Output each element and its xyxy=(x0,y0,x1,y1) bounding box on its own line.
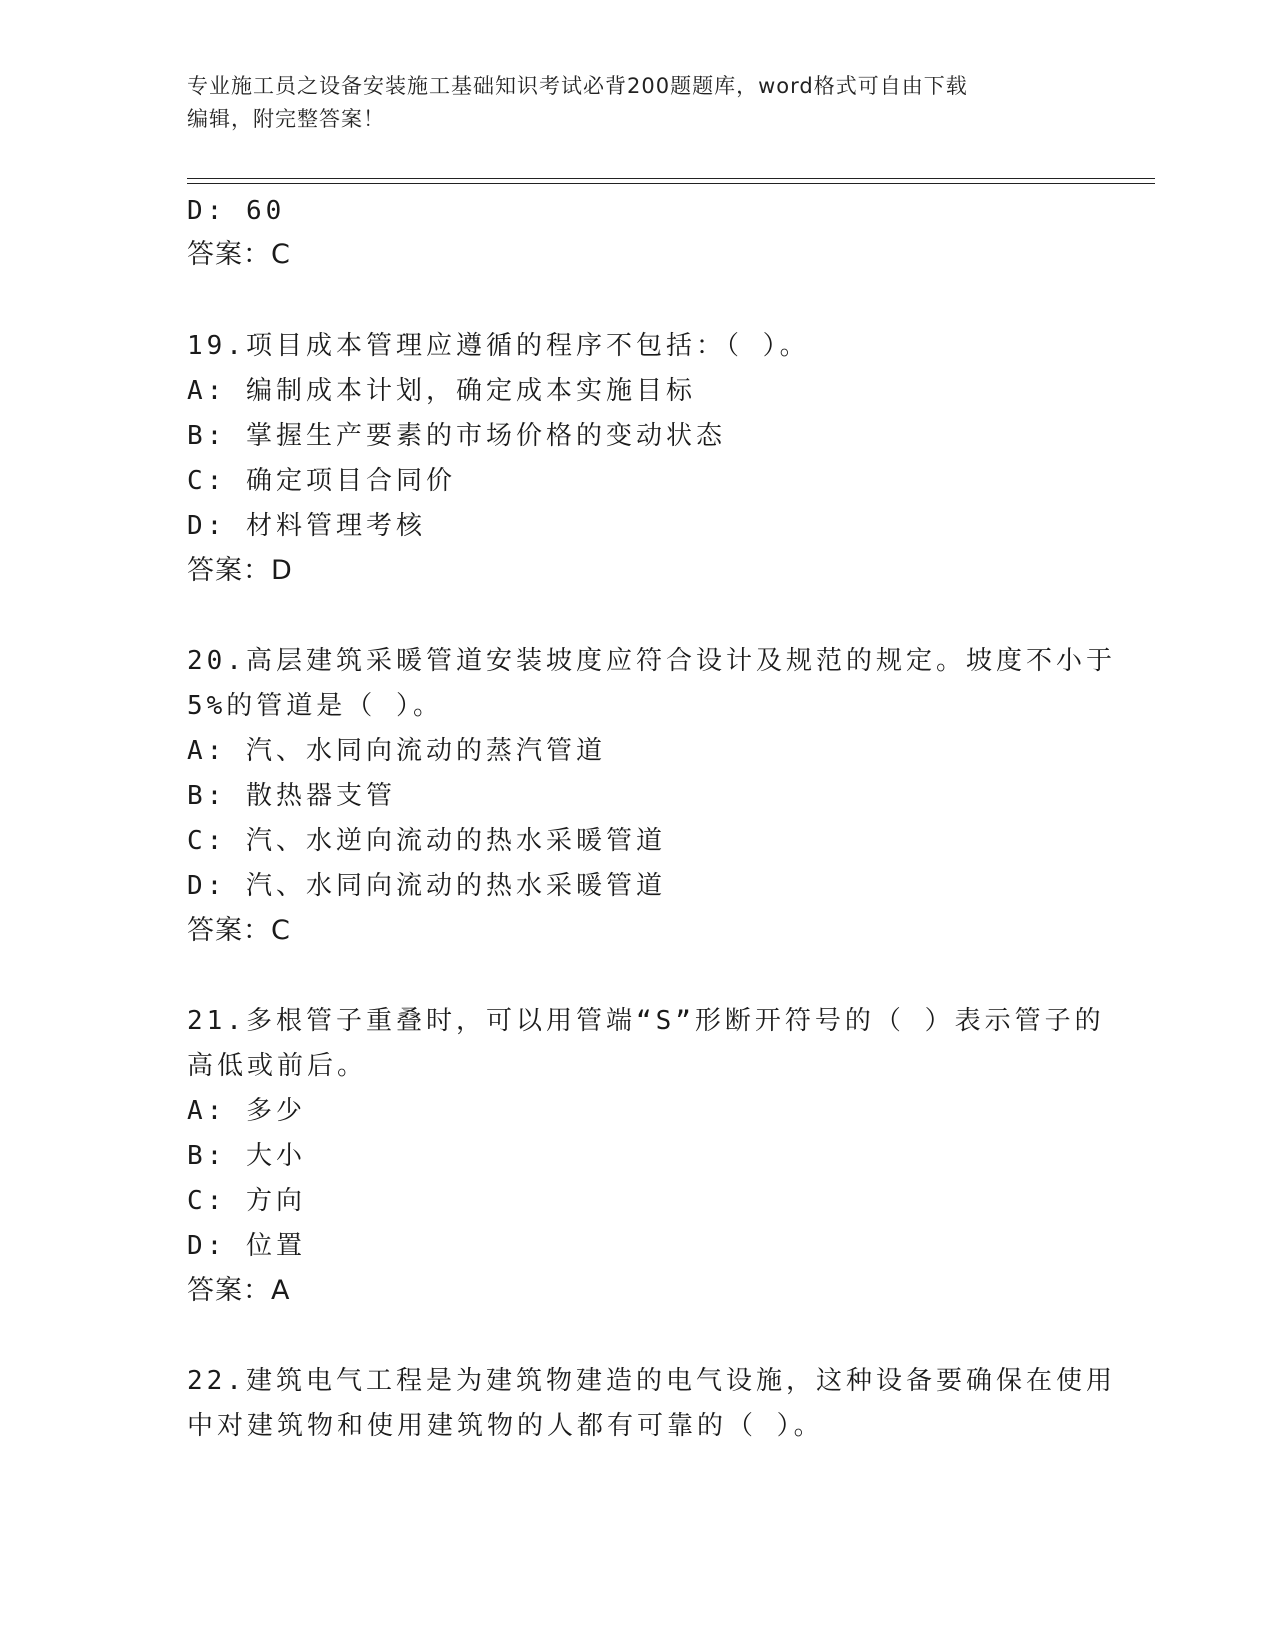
header-title-line-2: 编辑，附完整答案！ xyxy=(187,107,385,131)
q21-question-line-2: 高低或前后。 xyxy=(187,1051,368,1081)
q18-answer: 答案：C xyxy=(187,239,291,270)
q22-question-line-2: 中对建筑物和使用建筑物的人都有可靠的（ ）。 xyxy=(187,1411,824,1441)
q19-option-d: D: 材料管理考核 xyxy=(187,511,426,541)
q19-option-b: B: 掌握生产要素的市场价格的变动状态 xyxy=(187,421,726,451)
q20-option-a: A: 汽、水同向流动的蒸汽管道 xyxy=(187,736,606,766)
q22-question-line-1: 22.建筑电气工程是为建筑物建造的电气设施，这种设备要确保在使用 xyxy=(187,1366,1116,1396)
q20-option-c: C: 汽、水逆向流动的热水采暖管道 xyxy=(187,826,666,856)
header-title-line-1: 专业施工员之设备安装施工基础知识考试必背200题题库，word格式可自由下载 xyxy=(187,74,968,98)
q21-option-a: A: 多少 xyxy=(187,1096,306,1126)
q21-answer: 答案：A xyxy=(187,1275,291,1306)
q19-option-c: C: 确定项目合同价 xyxy=(187,466,456,496)
header-divider-bottom xyxy=(187,183,1155,184)
q21-option-d: D: 位置 xyxy=(187,1231,306,1261)
q19-answer: 答案：D xyxy=(187,555,293,586)
q21-option-c: C: 方向 xyxy=(187,1186,306,1216)
q19-option-a: A: 编制成本计划，确定成本实施目标 xyxy=(187,376,696,406)
q21-option-b: B: 大小 xyxy=(187,1141,306,1171)
q20-question-line-1: 20.高层建筑采暖管道安装坡度应符合设计及规范的规定。坡度不小于 xyxy=(187,646,1116,676)
q20-question-line-2: 5%的管道是（ ）。 xyxy=(187,691,443,721)
document-header xyxy=(187,70,1067,136)
header-divider-top xyxy=(187,178,1155,179)
q21-question-line-1: 21.多根管子重叠时，可以用管端“S”形断开符号的（ ）表示管子的 xyxy=(187,1006,1105,1036)
q20-option-d: D: 汽、水同向流动的热水采暖管道 xyxy=(187,871,666,901)
q18-option-d: D: 60 xyxy=(187,196,286,226)
q19-question: 19.项目成本管理应遵循的程序不包括：（ ）。 xyxy=(187,331,810,361)
q20-option-b: B: 散热器支管 xyxy=(187,781,396,811)
q20-answer: 答案：C xyxy=(187,915,291,946)
